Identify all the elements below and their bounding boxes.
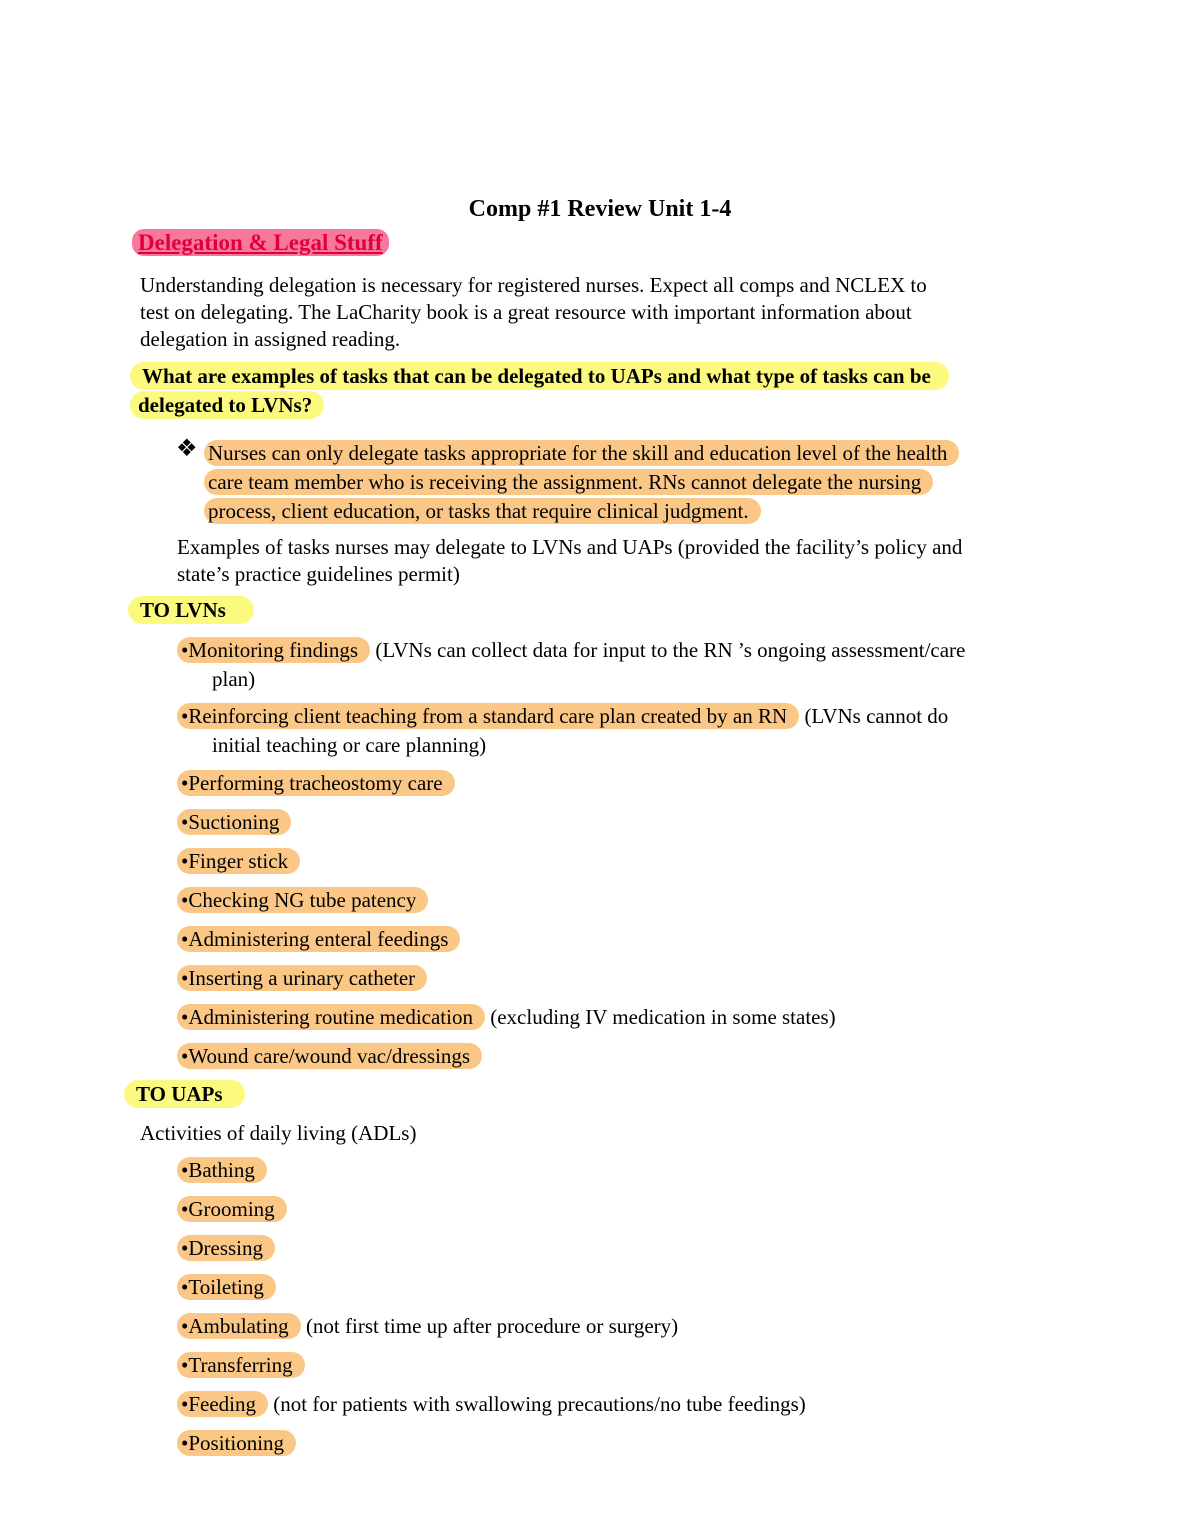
lvn-heading-text: TO LVNs xyxy=(128,596,254,624)
list-item-note: (not for patients with swallowing precautions/no tube feedings) xyxy=(268,1392,806,1416)
list-item xyxy=(177,1196,287,1223)
list-item-continuation: plan) xyxy=(212,667,256,691)
question-line: What are examples of tasks that can be delegated to UAPs and what type of tasks can be xyxy=(130,362,949,390)
list-item-highlight: •Administering enteral feedings xyxy=(177,926,460,952)
question-paragraph xyxy=(130,362,949,420)
examples-intro-line: Examples of tasks nurses may delegate to LVNs and UAPs (provided the facility’s policy and xyxy=(177,535,963,559)
list-item-highlight: •Ambulating xyxy=(177,1313,301,1339)
list-item xyxy=(177,1043,482,1070)
list-item-highlight: •Suctioning xyxy=(177,809,291,835)
list-item xyxy=(177,637,965,664)
list-item-highlight: •Grooming xyxy=(177,1196,287,1222)
list-item xyxy=(177,887,428,914)
list-item-highlight: •Monitoring findings xyxy=(177,637,370,663)
diamond-bullet-icon: ❖ xyxy=(176,436,198,462)
list-item-highlight: •Feeding xyxy=(177,1391,268,1417)
page-title: Comp #1 Review Unit 1-4 xyxy=(468,196,732,222)
list-item-continuation: initial teaching or care planning) xyxy=(212,733,487,757)
key-point-line: Nurses can only delegate tasks appropriate for the skill and education level of the health xyxy=(204,440,959,466)
intro-line: test on delegating. The LaCharity book is a great resource with important information about xyxy=(140,300,912,324)
list-item xyxy=(177,1274,276,1301)
list-item xyxy=(177,1235,275,1262)
examples-intro xyxy=(177,534,962,588)
intro-line: Understanding delegation is necessary for registered nurses. Expect all comps and NCLEX to xyxy=(140,273,927,297)
list-item xyxy=(177,926,460,953)
list-item xyxy=(177,1430,296,1457)
list-item xyxy=(177,965,427,992)
list-item xyxy=(177,1391,806,1418)
uap-heading-text: TO UAPs xyxy=(124,1080,245,1108)
intro-line: delegation in assigned reading. xyxy=(140,327,401,351)
list-item-note: (LVNs can collect data for input to the RN ’s ongoing assessment/care xyxy=(370,638,966,662)
list-item-highlight: •Dressing xyxy=(177,1235,275,1261)
list-item xyxy=(177,703,948,730)
section-heading xyxy=(132,230,389,256)
uap-heading xyxy=(124,1081,245,1108)
list-item-highlight: •Bathing xyxy=(177,1157,267,1183)
list-item-note: (not first time up after procedure or surgery) xyxy=(300,1314,679,1338)
lvn-heading xyxy=(128,597,254,624)
list-item xyxy=(177,1157,267,1184)
list-item-highlight: •Wound care/wound vac/dressings xyxy=(177,1043,482,1069)
list-item-highlight: •Finger stick xyxy=(177,848,300,874)
list-item xyxy=(177,848,300,875)
list-item-highlight: •Checking NG tube patency xyxy=(177,887,428,913)
key-point-line: process, client education, or tasks that require clinical judgment. xyxy=(204,498,761,524)
list-item xyxy=(177,809,291,836)
key-point-paragraph xyxy=(204,439,959,526)
examples-intro-line: state’s practice guidelines permit) xyxy=(177,562,460,586)
list-item-highlight: •Transferring xyxy=(177,1352,305,1378)
intro-paragraph xyxy=(140,272,927,353)
list-item-note: (LVNs cannot do xyxy=(799,704,949,728)
key-point-line: care team member who is receiving the assignment. RNs cannot delegate the nursing xyxy=(204,469,933,495)
section-heading-text: Delegation & Legal Stuff xyxy=(132,229,389,256)
list-item-highlight: •Administering routine medication xyxy=(177,1004,485,1030)
list-item-highlight: •Toileting xyxy=(177,1274,276,1300)
list-item-highlight: •Performing tracheostomy care xyxy=(177,770,455,796)
list-item-highlight: •Reinforcing client teaching from a standard care plan created by an RN xyxy=(177,703,799,729)
list-item xyxy=(177,1313,678,1340)
question-line: delegated to LVNs? xyxy=(130,391,324,419)
list-item xyxy=(177,1004,836,1031)
list-item-note: (excluding IV medication in some states) xyxy=(484,1005,836,1029)
list-item xyxy=(177,1352,305,1379)
uap-intro: Activities of daily living (ADLs) xyxy=(140,1121,417,1145)
list-item-highlight: •Inserting a urinary catheter xyxy=(177,965,427,991)
list-item xyxy=(177,770,455,797)
list-item-highlight: •Positioning xyxy=(177,1430,296,1456)
